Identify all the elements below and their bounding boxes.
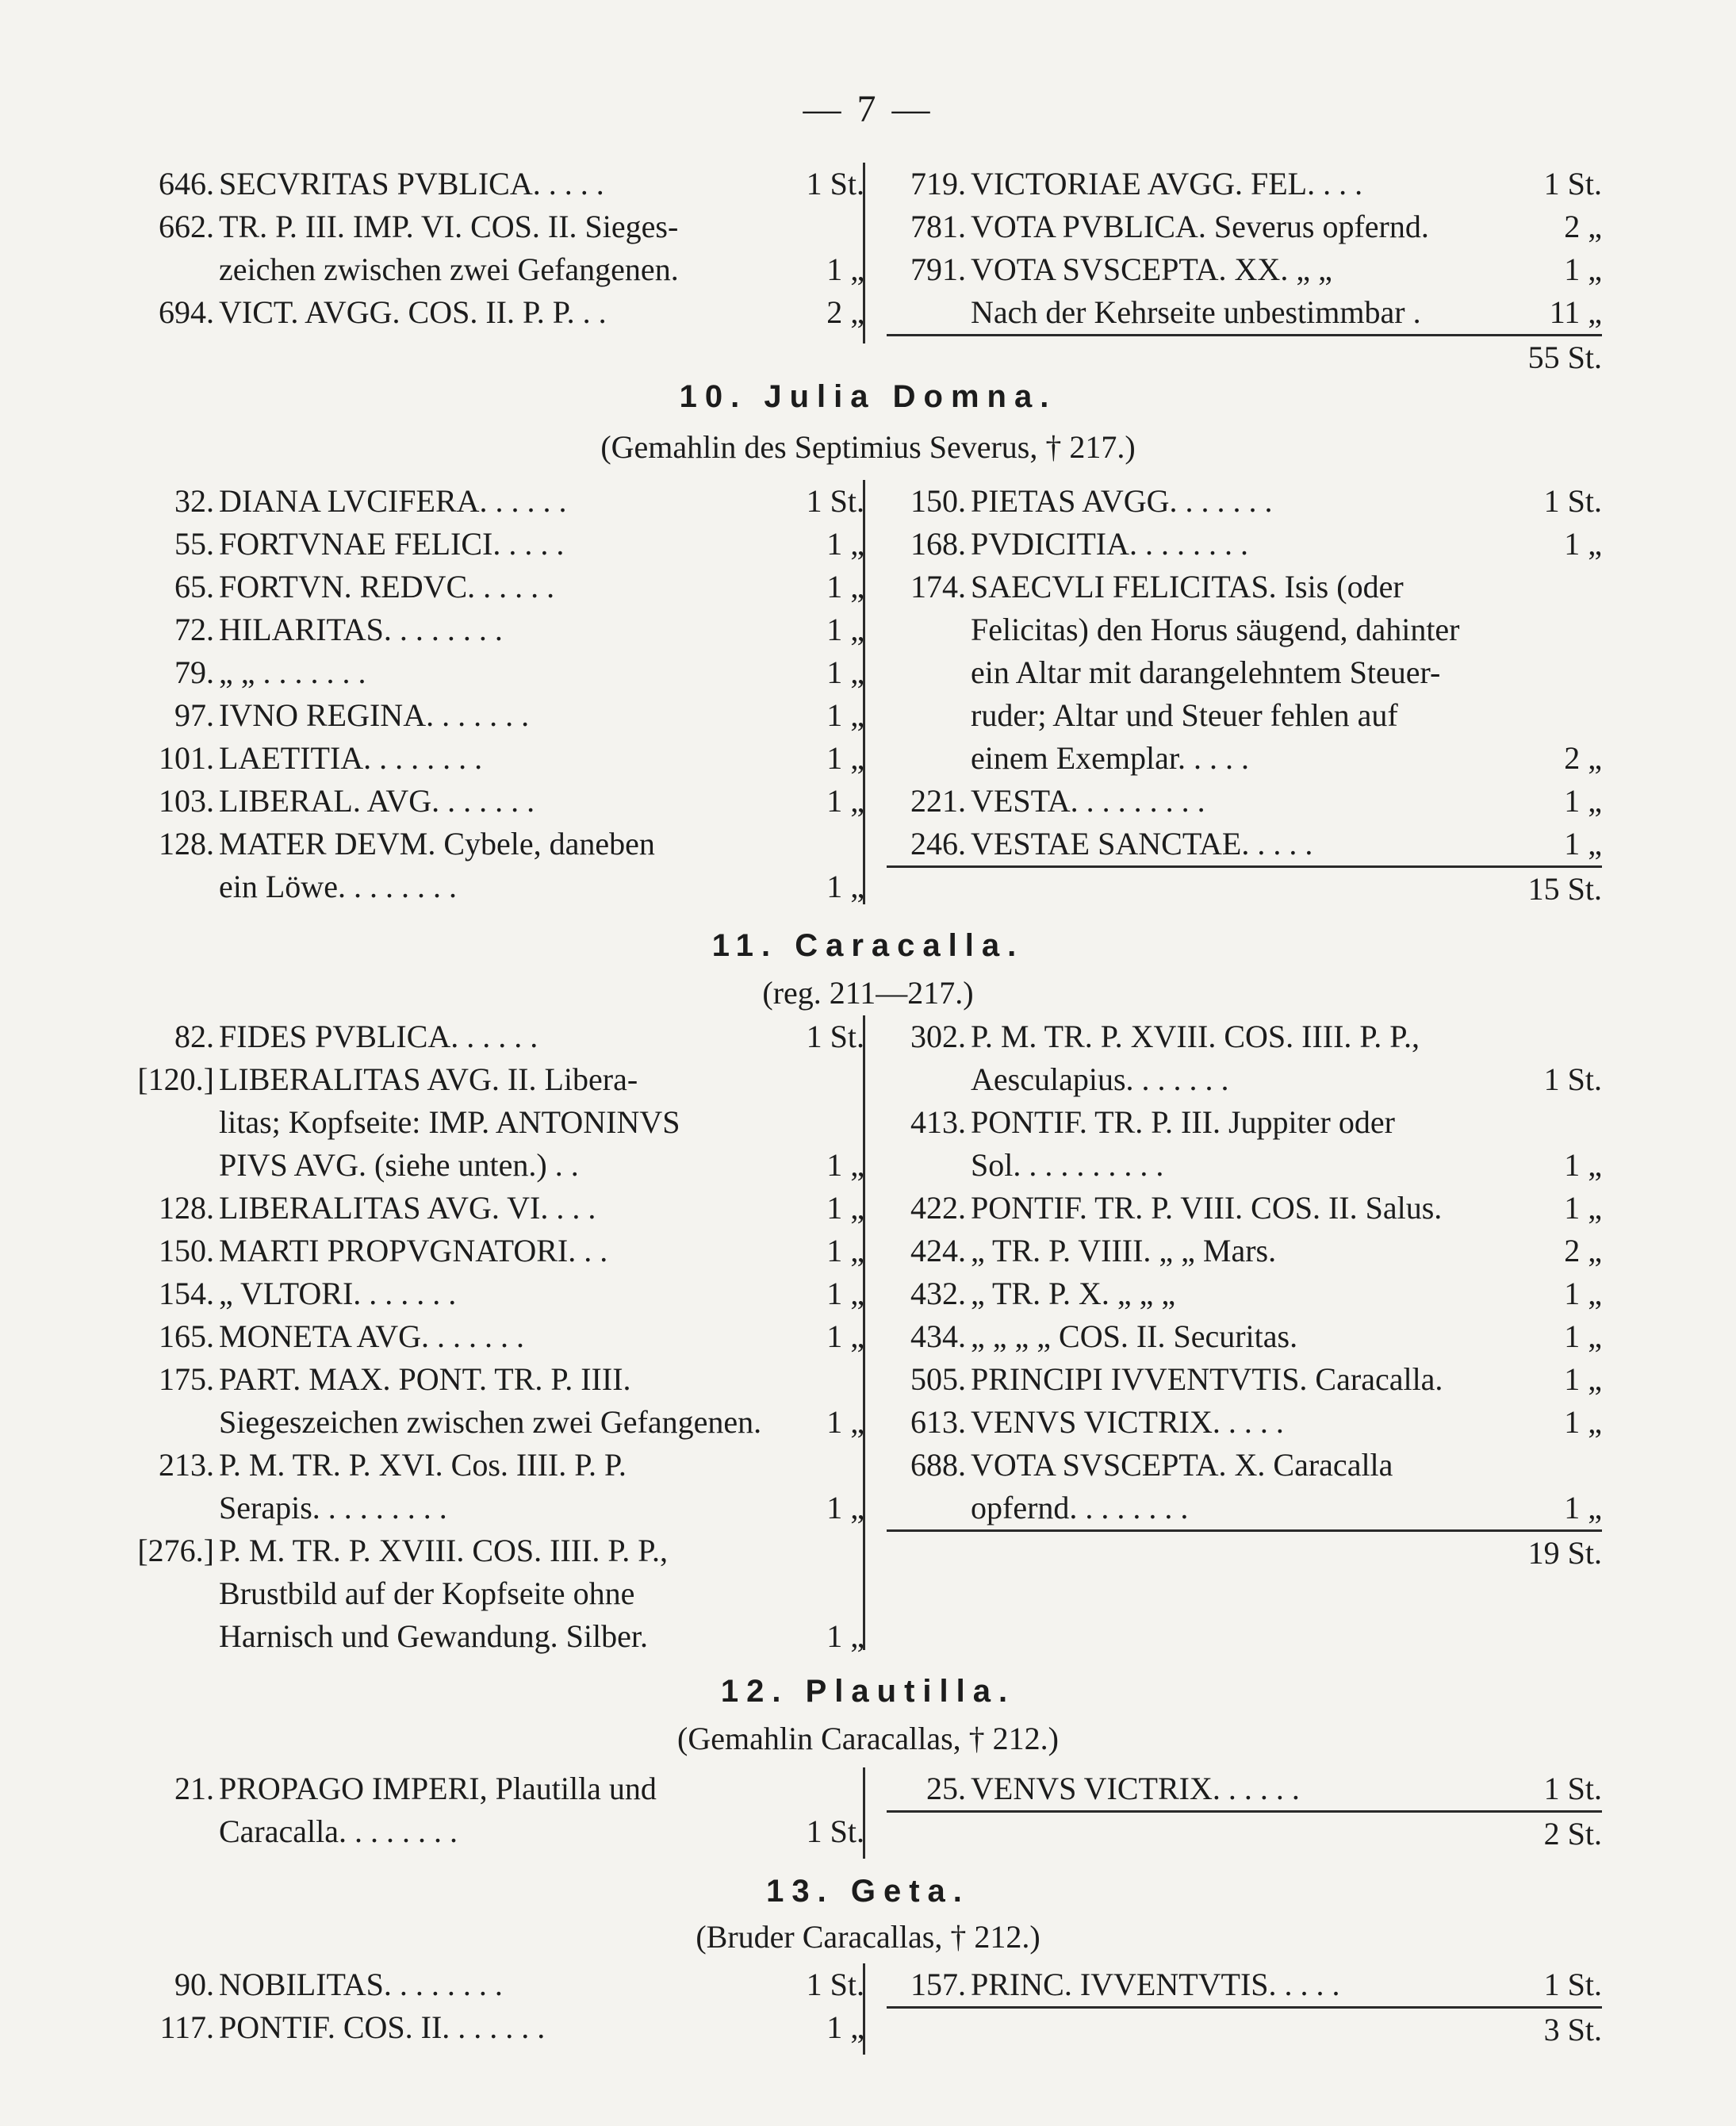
entry-legend: Siegeszeichen zwischen zwei Gefangenen.	[219, 1404, 762, 1440]
entry-number: 103.	[159, 783, 214, 819]
catalog-entry	[887, 823, 1602, 865]
entry-number: 791.	[910, 251, 966, 287]
entry-number: 101.	[159, 740, 214, 776]
entry-count: 1 St.	[1543, 1771, 1602, 1806]
entry-count: 1 „	[826, 526, 864, 562]
entry-count: 1 „	[826, 783, 864, 819]
catalog-entry	[887, 480, 1602, 523]
catalog-entry	[887, 737, 1602, 780]
catalog-entry	[887, 1144, 1602, 1187]
column-total	[887, 1810, 1602, 1854]
catalog-entry	[135, 291, 864, 334]
entry-count: 1 „	[826, 1276, 864, 1311]
catalog-entry	[887, 205, 1602, 248]
entry-legend: VOTA SVSCEPTA. X. Caracalla	[971, 1447, 1393, 1483]
entry-count: 1 „	[826, 2009, 864, 2045]
entry-legend: VESTAE SANCTAE. . . . .	[971, 826, 1313, 862]
entry-legend: PIVS AVG. (siehe unten.) . .	[219, 1147, 579, 1183]
entry-legend: LIBERAL. AVG. . . . . . .	[219, 783, 535, 819]
entry-number: 719.	[910, 166, 966, 201]
entry-count: 2 „	[826, 294, 864, 330]
section-title-plautilla: 12. Plautilla.	[720, 1674, 1016, 1709]
entry-legend: litas; Kopfseite: IMP. ANTONINVS	[219, 1104, 680, 1140]
entry-number: 422.	[910, 1190, 966, 1226]
catalog-entry	[135, 1187, 864, 1230]
entry-legend: „ TR. P. VIIII. „ „ Mars.	[971, 1233, 1277, 1268]
catalog-entry	[887, 163, 1602, 205]
column-total	[887, 1529, 1602, 1573]
entry-count: 1 „	[826, 612, 864, 647]
catalog-entry	[135, 1529, 864, 1572]
catalog-entry	[135, 1767, 864, 1810]
catalog-entry	[887, 1058, 1602, 1101]
catalog-entry	[135, 205, 864, 248]
entry-legend: „ „ . . . . . . .	[219, 654, 366, 690]
entry-count: 1 St.	[1543, 1061, 1602, 1097]
caracalla-right-column	[887, 1015, 1602, 1573]
catalog-entry	[135, 737, 864, 780]
section-title-julia-domna: 10. Julia Domna.	[679, 379, 1057, 414]
entry-legend: zeichen zwischen zwei Gefangenen.	[219, 251, 679, 287]
entry-count: 1 St.	[806, 1019, 864, 1054]
entry-legend: SECVRITAS PVBLICA. . . . .	[219, 166, 604, 201]
entry-number: 413.	[910, 1104, 966, 1140]
total-count: 3 St.	[1543, 2012, 1602, 2047]
catalog-entry	[135, 480, 864, 523]
column-total	[887, 2006, 1602, 2050]
catalog-entry	[135, 1101, 864, 1144]
entry-legend: P. M. TR. P. XVI. Cos. IIII. P. P.	[219, 1447, 627, 1483]
entry-number: [120.]	[137, 1061, 214, 1097]
entry-number: 781.	[910, 209, 966, 244]
section-subtitle-caracalla: (reg. 211—217.)	[762, 975, 974, 1011]
entry-number: 157.	[910, 1967, 966, 2002]
entry-count: 1 „	[1564, 1490, 1602, 1525]
entry-count: 2 „	[1564, 209, 1602, 244]
entry-legend: VOTA SVSCEPTA. XX. „ „	[971, 251, 1332, 287]
entry-legend: P. M. TR. P. XVIII. COS. IIII. P. P.,	[219, 1533, 669, 1568]
entry-legend: PRINCIPI IVVENTVTIS. Caracalla.	[971, 1361, 1443, 1397]
entry-legend: ein Altar mit darangelehntem Steuer-	[971, 654, 1441, 690]
total-count: 15 St.	[1527, 871, 1602, 907]
entry-count: 1 „	[1564, 1361, 1602, 1397]
entry-legend: VICTORIAE AVGG. FEL. . . .	[971, 166, 1363, 201]
entry-number: 302.	[910, 1019, 966, 1054]
entry-legend: SAECVLI FELICITAS. Isis (oder	[971, 569, 1404, 604]
entry-number: 165.	[159, 1318, 214, 1354]
entry-number: 432.	[910, 1276, 966, 1311]
entry-legend: LAETITIA. . . . . . . .	[219, 740, 483, 776]
geta-left-column	[135, 1963, 864, 2049]
entry-number: 25.	[926, 1771, 966, 1806]
entry-legend: VENVS VICTRIX. . . . .	[971, 1404, 1284, 1440]
entry-count: 1 „	[1564, 826, 1602, 862]
entry-count: 1 „	[826, 251, 864, 287]
entry-legend: PONTIF. COS. II. . . . . . .	[219, 2009, 546, 2045]
catalog-entry	[135, 865, 864, 908]
entry-count: 1 „	[1564, 526, 1602, 562]
catalog-entry	[887, 1358, 1602, 1401]
entry-count: 2 „	[1564, 1233, 1602, 1268]
entry-legend: Nach der Kehrseite unbestimmbar .	[971, 294, 1421, 330]
entry-legend: PRINC. IVVENTVTIS. . . . .	[971, 1967, 1340, 2002]
julia-domna-right-column	[887, 480, 1602, 909]
section-title-geta: 13. Geta.	[766, 1874, 970, 1909]
entry-legend: PVDICITIA. . . . . . . .	[971, 526, 1248, 562]
catalog-entry	[135, 1315, 864, 1358]
entry-number: 154.	[159, 1276, 214, 1311]
entry-count: 1 St.	[1543, 166, 1602, 201]
entry-legend: PONTIF. TR. P. III. Juppiter oder	[971, 1104, 1395, 1140]
catalog-entry	[887, 1230, 1602, 1272]
entry-number: [276.]	[137, 1533, 214, 1568]
catalog-entry	[887, 651, 1602, 694]
catalog-entry	[135, 1572, 864, 1615]
entry-legend: opfernd. . . . . . . .	[971, 1490, 1189, 1525]
entry-number: 21.	[174, 1771, 214, 1806]
catalog-entry	[887, 608, 1602, 651]
entry-count: 1 „	[1564, 1190, 1602, 1226]
catalog-entry	[135, 1015, 864, 1058]
entry-number: 72.	[174, 612, 214, 647]
entry-legend: Brustbild auf der Kopfseite ohne	[219, 1575, 635, 1611]
catalog-entry	[887, 1187, 1602, 1230]
entry-legend: P. M. TR. P. XVIII. COS. IIII. P. P.,	[971, 1019, 1420, 1054]
entry-legend: PART. MAX. PONT. TR. P. IIII.	[219, 1361, 631, 1397]
catalog-entry	[135, 823, 864, 865]
entry-number: 79.	[174, 654, 214, 690]
entry-count: 2 „	[1564, 740, 1602, 776]
section-subtitle-julia-domna: (Gemahlin des Septimius Severus, † 217.)	[600, 429, 1136, 465]
catalog-entry	[135, 1272, 864, 1315]
entry-number: 221.	[910, 783, 966, 819]
entry-count: 1 „	[826, 1147, 864, 1183]
entry-legend: Aesculapius. . . . . . .	[971, 1061, 1229, 1097]
entry-count: 1 „	[826, 740, 864, 776]
entry-number: 90.	[174, 1967, 214, 2002]
entry-legend: DIANA LVCIFERA. . . . . .	[219, 483, 567, 519]
section-subtitle-geta: (Bruder Caracallas, † 212.)	[696, 1919, 1040, 1955]
section-subtitle-plautilla: (Gemahlin Caracallas, † 212.)	[677, 1721, 1059, 1756]
entry-count: 1 St.	[806, 1813, 864, 1849]
catalog-entry	[887, 566, 1602, 608]
catalog-entry	[887, 523, 1602, 566]
catalog-entry	[135, 1615, 864, 1658]
entry-number: 128.	[159, 826, 214, 862]
entry-legend: TR. P. III. IMP. VI. COS. II. Sieges-	[219, 209, 679, 244]
geta-right-column	[887, 1963, 1602, 2050]
entry-number: 646.	[159, 166, 214, 201]
entry-legend: VOTA PVBLICA. Severus opfernd.	[971, 209, 1429, 244]
catalog-entry	[887, 291, 1602, 334]
entry-number: 424.	[910, 1233, 966, 1268]
plautilla-left-column	[135, 1767, 864, 1853]
entry-count: 1 „	[1564, 1276, 1602, 1311]
catalog-entry	[135, 163, 864, 205]
entry-count: 1 „	[826, 654, 864, 690]
entry-number: 97.	[174, 697, 214, 733]
entry-count: 1 „	[826, 1618, 864, 1654]
entry-legend: einem Exemplar. . . . .	[971, 740, 1250, 776]
entry-legend: VESTA. . . . . . . . .	[971, 783, 1205, 819]
catalog-entry	[887, 1401, 1602, 1444]
entry-number: 613.	[910, 1404, 966, 1440]
entry-legend: „ VLTORI. . . . . . .	[219, 1276, 457, 1311]
catalog-entry	[135, 1444, 864, 1487]
entry-number: 32.	[174, 483, 214, 519]
catalog-entry	[135, 523, 864, 566]
entry-legend: Felicitas) den Horus säugend, dahinter	[971, 612, 1460, 647]
entry-legend: VENVS VICTRIX. . . . . .	[971, 1771, 1300, 1806]
entry-legend: NOBILITAS. . . . . . . .	[219, 1967, 503, 2002]
entry-count: 1 „	[826, 697, 864, 733]
caracalla-left-column	[135, 1015, 864, 1658]
catalog-entry	[887, 1963, 1602, 2006]
entry-count: 1 „	[826, 869, 864, 904]
entry-count: 1 St.	[806, 166, 864, 201]
entry-number: 168.	[910, 526, 966, 562]
entry-number: 82.	[174, 1019, 214, 1054]
catalog-entry	[887, 248, 1602, 291]
entry-legend: FORTVN. REDVC. . . . . .	[219, 569, 555, 604]
entry-number: 174.	[910, 569, 966, 604]
entry-legend: FIDES PVBLICA. . . . . .	[219, 1019, 538, 1054]
intro-left-column	[135, 163, 864, 334]
catalog-entry	[135, 1144, 864, 1187]
column-total	[887, 334, 1602, 378]
column-total	[887, 865, 1602, 909]
entry-legend: IVNO REGINA. . . . . . .	[219, 697, 530, 733]
entry-count: 1 St.	[1543, 483, 1602, 519]
section-title-caracalla: 11. Caracalla.	[711, 928, 1025, 963]
entry-count: 1 „	[1564, 1147, 1602, 1183]
entry-legend: MARTI PROPVGNATORI. . .	[219, 1233, 608, 1268]
entry-number: 434.	[910, 1318, 966, 1354]
entry-legend: LIBERALITAS AVG. II. Libera-	[219, 1061, 638, 1097]
total-count: 2 St.	[1543, 1816, 1602, 1852]
entry-count: 1 „	[826, 1318, 864, 1354]
entry-count: 1 „	[826, 1404, 864, 1440]
entry-legend: LIBERALITAS AVG. VI. . . .	[219, 1190, 596, 1226]
plautilla-right-column	[887, 1767, 1602, 1854]
entry-number: 505.	[910, 1361, 966, 1397]
catalog-entry	[135, 1487, 864, 1529]
catalog-entry	[887, 1487, 1602, 1529]
total-count: 55 St.	[1527, 340, 1602, 375]
entry-count: 1 „	[826, 1190, 864, 1226]
catalog-entry	[135, 248, 864, 291]
entry-count: 1 „	[1564, 251, 1602, 287]
catalog-entry	[135, 1058, 864, 1101]
entry-number: 128.	[159, 1190, 214, 1226]
catalog-entry	[887, 694, 1602, 737]
catalog-entry	[887, 780, 1602, 823]
entry-count: 1 St.	[806, 483, 864, 519]
entry-count: 1 St.	[806, 1967, 864, 2002]
intro-right-column	[887, 163, 1602, 378]
entry-count: 1 „	[1564, 1318, 1602, 1354]
catalog-entry	[135, 608, 864, 651]
catalog-entry	[135, 780, 864, 823]
entry-legend: PROPAGO IMPERI, Plautilla und	[219, 1771, 657, 1806]
entry-legend: Caracalla. . . . . . . .	[219, 1813, 458, 1849]
entry-legend: PONTIF. TR. P. VIII. COS. II. Salus.	[971, 1190, 1443, 1226]
catalog-entry	[135, 1230, 864, 1272]
catalog-entry	[887, 1315, 1602, 1358]
catalog-entry	[135, 1963, 864, 2006]
entry-number: 150.	[910, 483, 966, 519]
entry-legend: ein Löwe. . . . . . . .	[219, 869, 457, 904]
entry-number: 694.	[159, 294, 214, 330]
entry-count: 1 „	[826, 569, 864, 604]
catalog-entry	[135, 1810, 864, 1853]
entry-number: 175.	[159, 1361, 214, 1397]
entry-legend: VICT. AVGG. COS. II. P. P. . .	[219, 294, 607, 330]
entry-legend: ruder; Altar und Steuer fehlen auf	[971, 697, 1398, 733]
entry-legend: PIETAS AVGG. . . . . . .	[971, 483, 1273, 519]
entry-legend: Sol. . . . . . . . . .	[971, 1147, 1164, 1183]
entry-number: 150.	[159, 1233, 214, 1268]
entry-count: 1 „	[826, 1233, 864, 1268]
catalog-entry	[887, 1272, 1602, 1315]
entry-legend: MATER DEVM. Cybele, daneben	[219, 826, 655, 862]
entry-legend: „ TR. P. X. „ „ „	[971, 1276, 1176, 1311]
entry-number: 246.	[910, 826, 966, 862]
entry-legend: Harnisch und Gewandung. Silber.	[219, 1618, 649, 1654]
page-number: — 7 —	[803, 88, 933, 130]
entry-legend: FORTVNAE FELICI. . . . .	[219, 526, 565, 562]
entry-legend: Serapis. . . . . . . . .	[219, 1490, 447, 1525]
entry-legend: HILARITAS. . . . . . . .	[219, 612, 503, 647]
entry-number: 213.	[159, 1447, 214, 1483]
entry-legend: MONETA AVG. . . . . . .	[219, 1318, 524, 1354]
entry-count: 11 „	[1549, 294, 1602, 330]
entry-number: 55.	[174, 526, 214, 562]
total-count: 19 St.	[1527, 1535, 1602, 1571]
entry-number: 65.	[174, 569, 214, 604]
catalog-entry	[135, 2006, 864, 2049]
entry-number: 662.	[159, 209, 214, 244]
catalog-entry	[135, 1401, 864, 1444]
entry-number: 688.	[910, 1447, 966, 1483]
julia-domna-left-column	[135, 480, 864, 908]
entry-count: 1 „	[1564, 783, 1602, 819]
catalog-entry	[135, 694, 864, 737]
catalog-entry	[135, 651, 864, 694]
entry-count: 1 „	[826, 1490, 864, 1525]
entry-count: 1 „	[1564, 1404, 1602, 1440]
entry-count: 1 St.	[1543, 1967, 1602, 2002]
catalog-entry	[135, 1358, 864, 1401]
entry-number: 117.	[159, 2009, 214, 2045]
catalog-entry	[887, 1767, 1602, 1810]
catalog-entry	[135, 566, 864, 608]
catalog-entry	[887, 1015, 1602, 1058]
catalog-entry	[887, 1444, 1602, 1487]
catalog-entry	[887, 1101, 1602, 1144]
entry-legend: „ „ „ „ COS. II. Securitas.	[971, 1318, 1298, 1354]
